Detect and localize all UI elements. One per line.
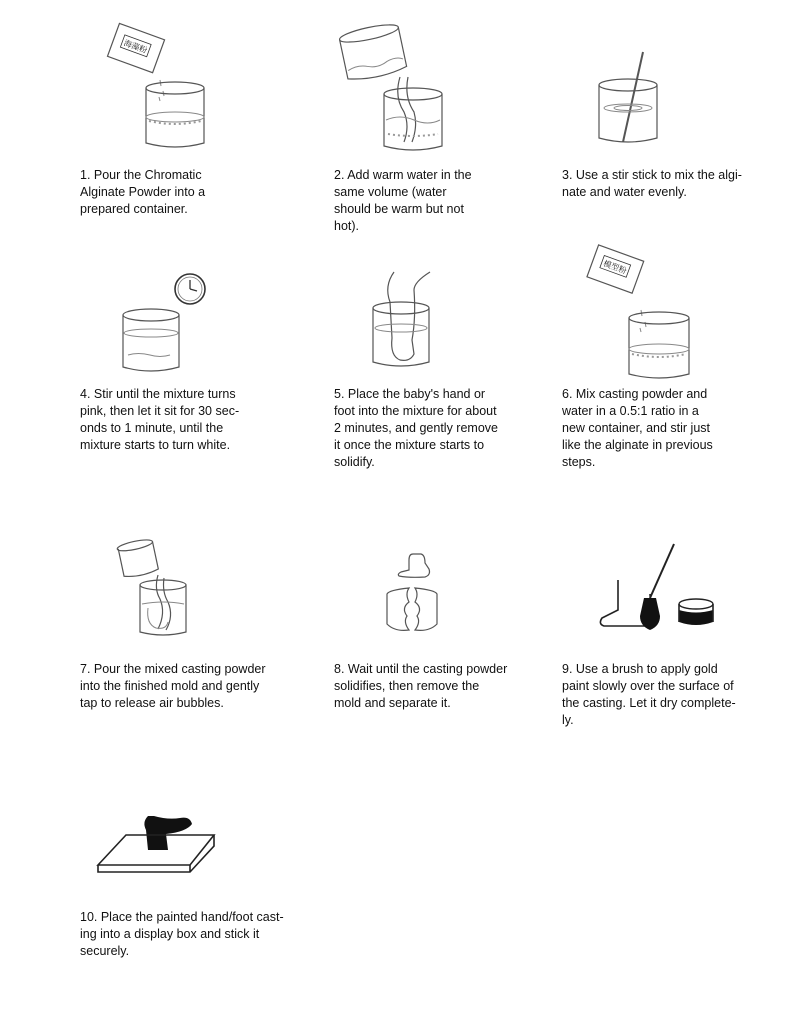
packet-label: 模型粉 [602, 258, 628, 276]
packet-label: 海藻粉 [122, 38, 149, 56]
step-2-caption: 2. Add warm water in the same volume (water should be warm but not hot). [334, 168, 472, 233]
stir-stick-illustration [595, 50, 665, 150]
mold-separation-illustration [385, 548, 445, 638]
step-10-caption: 10. Place the painted hand/foot cast- ing into a display box and stick it securely. [80, 910, 284, 958]
water-pour-illustration [338, 22, 448, 157]
casting-powder-pour-illustration [585, 250, 695, 380]
step-4-caption: 4. Stir until the mixture turns pink, then let it sit for 30 sec- onds to 1 minute, until the mixture starts to turn white. [80, 387, 240, 452]
step-3-caption: 3. Use a stir stick to mix the algi- nate and water evenly. [562, 168, 742, 199]
foot-in-mixture-illustration [370, 270, 435, 375]
step-8-caption: 8. Wait until the casting powder solidifies, then remove the mold and separate it. [334, 662, 508, 710]
clock-icon [173, 272, 207, 306]
beaker-sit-illustration [120, 305, 185, 375]
paint-brush-illustration [598, 542, 718, 632]
step-6-caption: 6. Mix casting powder and water in a 0.5:1 ratio in a new container, and stir just like the alginate in previous steps. [562, 387, 713, 469]
powder-packet-pour-illustration [105, 25, 215, 155]
display-box-illustration [96, 810, 220, 880]
step-7-caption: 7. Pour the mixed casting powder into the finished mold and gently tap to release air bubbles. [80, 662, 266, 710]
step-5-caption: 5. Place the baby's hand or foot into the mixture for about 2 minutes, and gently remove it once the mixture starts to solidify. [334, 387, 498, 469]
step-9-caption: 9. Use a brush to apply gold paint slowly over the surface of the casting. Let it dry complete- ly. [562, 662, 736, 727]
pour-into-mold-illustration [118, 540, 193, 640]
step-1-caption: 1. Pour the Chromatic Alginate Powder into a prepared container. [80, 168, 206, 216]
